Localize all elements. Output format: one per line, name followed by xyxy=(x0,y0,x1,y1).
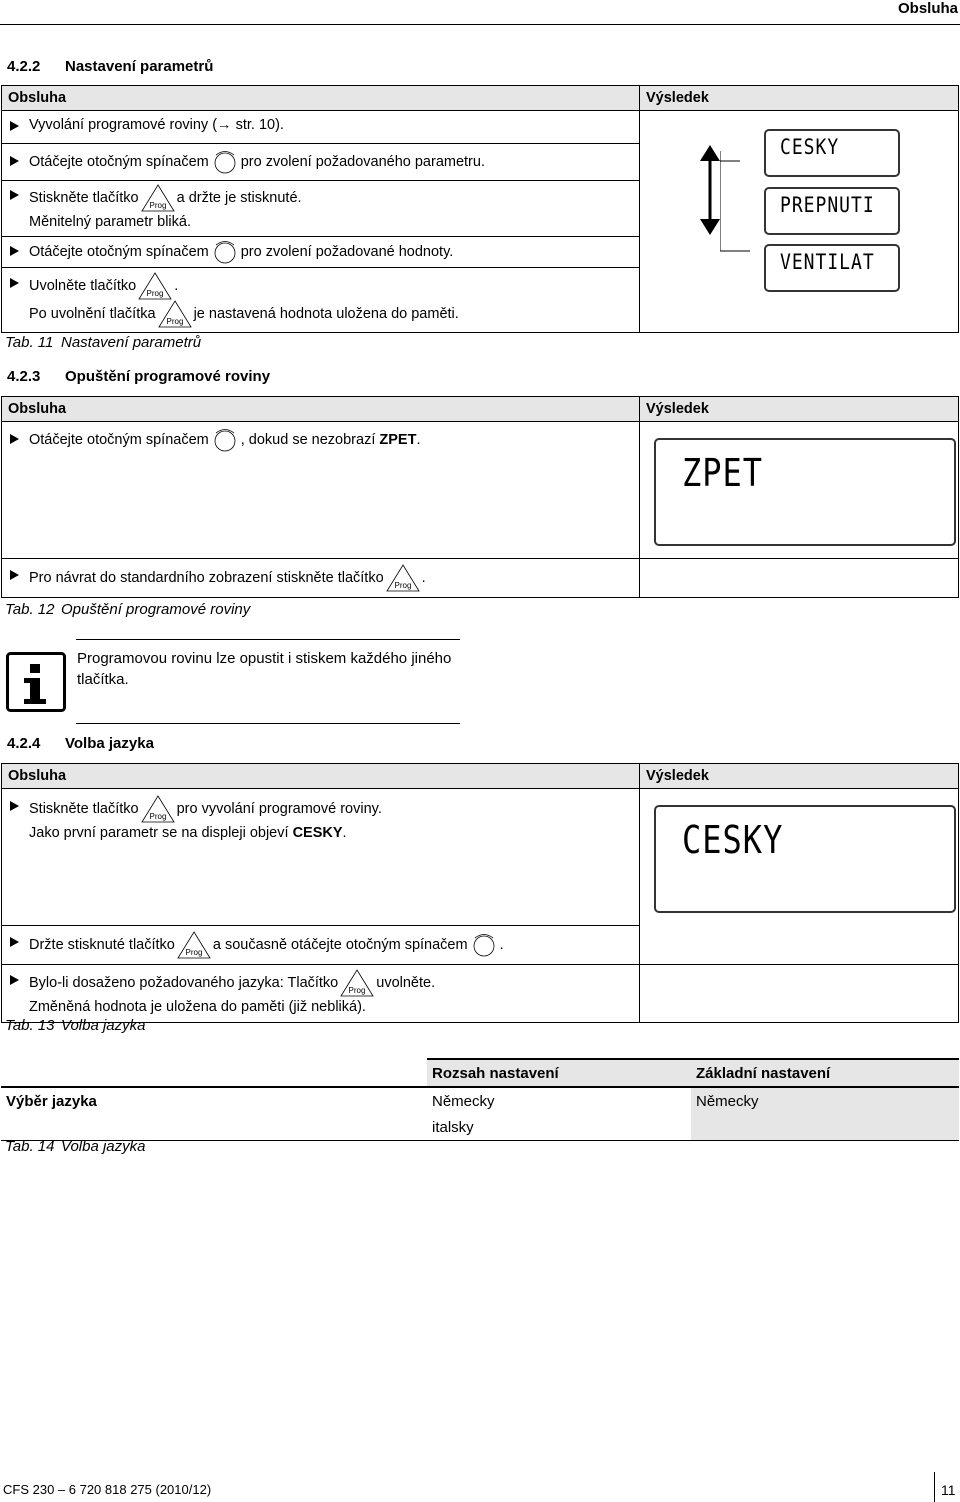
col-header-ops: Obsluha xyxy=(2,86,640,111)
table-caption xyxy=(5,1138,146,1155)
prog-button-icon xyxy=(177,931,211,959)
note-rule-top xyxy=(76,639,460,640)
lcd-text: CESKY xyxy=(780,134,840,161)
bullet-triangle-icon xyxy=(10,937,19,947)
row-label: Výběr jazyka xyxy=(1,1087,427,1114)
lcd-text: VENTILAT xyxy=(780,249,875,276)
section-title-423 xyxy=(7,368,270,385)
note-rule-bottom xyxy=(76,723,460,724)
rotary-knob-icon xyxy=(213,150,237,174)
rotary-knob-icon xyxy=(213,240,237,264)
bullet-triangle-icon xyxy=(10,434,19,444)
result-cell-lcd xyxy=(640,789,959,965)
lcd-text: CESKY xyxy=(682,817,784,863)
table-row xyxy=(2,559,640,598)
bullet-triangle-icon xyxy=(10,121,19,131)
caption-text: Volba jazyka xyxy=(61,1138,146,1155)
col-header-result: Výsledek xyxy=(640,764,959,789)
table-row xyxy=(2,144,640,181)
table-caption xyxy=(5,1017,146,1034)
header-section-label: Obsluha xyxy=(897,0,958,17)
step-text: Otáčejte otočným spínačem xyxy=(29,153,209,170)
caption-number: Tab. 11 xyxy=(5,334,54,351)
table-row xyxy=(2,422,640,559)
lcd-text: ZPET xyxy=(682,450,764,496)
step-text: Pro návrat do standardního zobrazení stiskněte tlačítko xyxy=(29,569,384,586)
lcd-display xyxy=(764,244,900,292)
note-text: Programovou rovinu lze opustit i stiskem každého jiného tlačítka. xyxy=(77,650,452,688)
step-text: Uvolněte tlačítko xyxy=(29,277,137,294)
svg-text:Prog: Prog xyxy=(149,812,167,821)
result-cell-lcd xyxy=(640,422,959,559)
section-title-424 xyxy=(7,735,154,752)
lcd-display xyxy=(764,129,900,177)
bullet-triangle-icon xyxy=(10,190,19,200)
step-text: Po uvolnění tlačítka xyxy=(29,305,156,322)
page-number: 11 xyxy=(941,1482,956,1498)
step-text: Bylo-li dosaženo požadovaného jazyka: Tlačítko xyxy=(29,974,339,991)
col-header-result: Výsledek xyxy=(640,397,959,422)
section-heading: Nastavení parametrů xyxy=(65,58,214,75)
step-text: Otáčejte otočným spínačem xyxy=(29,243,209,260)
table-row xyxy=(2,268,640,333)
range-value: Německy xyxy=(427,1087,691,1114)
step-text: str. 10). xyxy=(231,117,284,133)
rotary-knob-icon xyxy=(472,933,496,957)
prog-button-icon xyxy=(158,300,192,328)
table-row xyxy=(2,237,640,268)
caption-text: Volba jazyka xyxy=(61,1017,146,1034)
result-cell-empty xyxy=(640,559,959,598)
step-text: . xyxy=(499,936,504,953)
footer-divider xyxy=(934,1472,935,1502)
caption-number: Tab. 12 xyxy=(5,601,55,618)
col-header-ops: Obsluha xyxy=(2,397,640,422)
step-text: a držte je stisknuté. xyxy=(176,189,302,206)
step-keyword: ZPET xyxy=(379,431,417,448)
caption-number: Tab. 14 xyxy=(5,1138,55,1155)
table-parameters xyxy=(1,85,959,333)
step-text: a současně otáčejte otočným spínačem xyxy=(212,936,468,953)
step-text: Otáčejte otočným spínačem xyxy=(29,431,209,448)
step-keyword: CESKY xyxy=(292,825,343,841)
bullet-triangle-icon xyxy=(10,570,19,580)
section-number: 4.2.3 xyxy=(7,368,41,385)
lcd-display xyxy=(654,805,956,913)
empty-cell xyxy=(1,1114,427,1141)
bullet-triangle-icon xyxy=(10,156,19,166)
up-down-arrow-icon xyxy=(698,145,722,235)
caption-text: Opuštění programové roviny xyxy=(61,601,251,618)
step-text: . xyxy=(421,569,426,586)
range-value: italsky xyxy=(427,1114,691,1141)
bullet-triangle-icon xyxy=(10,801,19,811)
result-cell-lcd-list xyxy=(640,111,959,333)
svg-text:Prog: Prog xyxy=(146,289,164,298)
section-title-422 xyxy=(7,58,213,75)
section-number: 4.2.4 xyxy=(7,735,41,752)
info-icon xyxy=(6,652,66,712)
rotary-knob-icon xyxy=(213,428,237,452)
bullet-triangle-icon xyxy=(10,246,19,256)
empty-default-cell xyxy=(691,1114,959,1141)
step-text: , dokud se nezobrazí xyxy=(240,431,380,448)
step-text: Změněná hodnota je uložena do paměti (již nebliká). xyxy=(29,999,366,1015)
header-rule xyxy=(0,24,960,25)
caption-number: Tab. 13 xyxy=(5,1017,55,1034)
default-value: Německy xyxy=(691,1087,959,1114)
step-text: pro vyvolání programové roviny. xyxy=(176,800,382,817)
step-text: Stiskněte tlačítko xyxy=(29,800,139,817)
table-row xyxy=(2,965,640,1023)
prog-button-icon xyxy=(141,184,175,212)
empty-header-cell xyxy=(1,1059,427,1087)
step-text: Vyvolání programové roviny ( xyxy=(29,117,218,133)
svg-text:Prog: Prog xyxy=(185,948,203,957)
table-exit-program xyxy=(1,396,959,598)
svg-text:Prog: Prog xyxy=(394,581,412,590)
table-language-settings xyxy=(1,1058,959,1141)
result-cell-empty xyxy=(640,965,959,1023)
arrow-right-icon: → xyxy=(217,117,232,133)
lcd-text: PREPNUTI xyxy=(780,192,875,219)
table-language xyxy=(1,763,959,1023)
step-text: pro zvolení požadovaného parametru. xyxy=(240,153,485,170)
step-text: . xyxy=(342,825,347,841)
section-heading: Volba jazyka xyxy=(65,735,154,752)
lcd-display xyxy=(764,187,900,235)
footer-doc-id: CFS 230 – 6 720 818 275 (2010/12) xyxy=(3,1482,212,1497)
section-heading: Opuštění programové roviny xyxy=(65,368,271,385)
step-text: Jako první parametr se na displeji objeví xyxy=(29,825,293,841)
prog-button-icon xyxy=(138,272,172,300)
bullet-triangle-icon xyxy=(10,278,19,288)
caption-text: Nastavení parametrů xyxy=(61,334,202,351)
table-row xyxy=(2,181,640,237)
col-header-ops: Obsluha xyxy=(2,764,640,789)
step-text: Držte stisknuté tlačítko xyxy=(29,936,175,953)
col-header-default: Základní nastavení xyxy=(691,1059,959,1087)
step-text: pro zvolení požadované hodnoty. xyxy=(240,243,454,260)
bullet-triangle-icon xyxy=(10,975,19,985)
svg-text:Prog: Prog xyxy=(166,317,184,326)
table-caption xyxy=(5,334,201,351)
table-row xyxy=(2,111,640,144)
col-header-range: Rozsah nastavení xyxy=(427,1059,691,1087)
lcd-display xyxy=(654,438,956,546)
col-header-result: Výsledek xyxy=(640,86,959,111)
svg-text:Prog: Prog xyxy=(348,986,366,995)
prog-button-icon xyxy=(386,564,420,592)
step-text: je nastavená hodnota uložena do paměti. xyxy=(193,305,459,322)
svg-text:Prog: Prog xyxy=(149,201,167,210)
step-text: uvolněte. xyxy=(376,974,436,991)
step-text: Měnitelný parametr bliká. xyxy=(29,214,191,230)
table-caption xyxy=(5,601,250,618)
step-text: . xyxy=(416,431,421,448)
section-number: 4.2.2 xyxy=(7,58,41,75)
prog-button-icon xyxy=(340,969,374,997)
step-text: . xyxy=(174,277,179,294)
prog-button-icon xyxy=(141,795,175,823)
table-row xyxy=(2,926,640,965)
step-text: Stiskněte tlačítko xyxy=(29,189,139,206)
table-row xyxy=(2,789,640,926)
